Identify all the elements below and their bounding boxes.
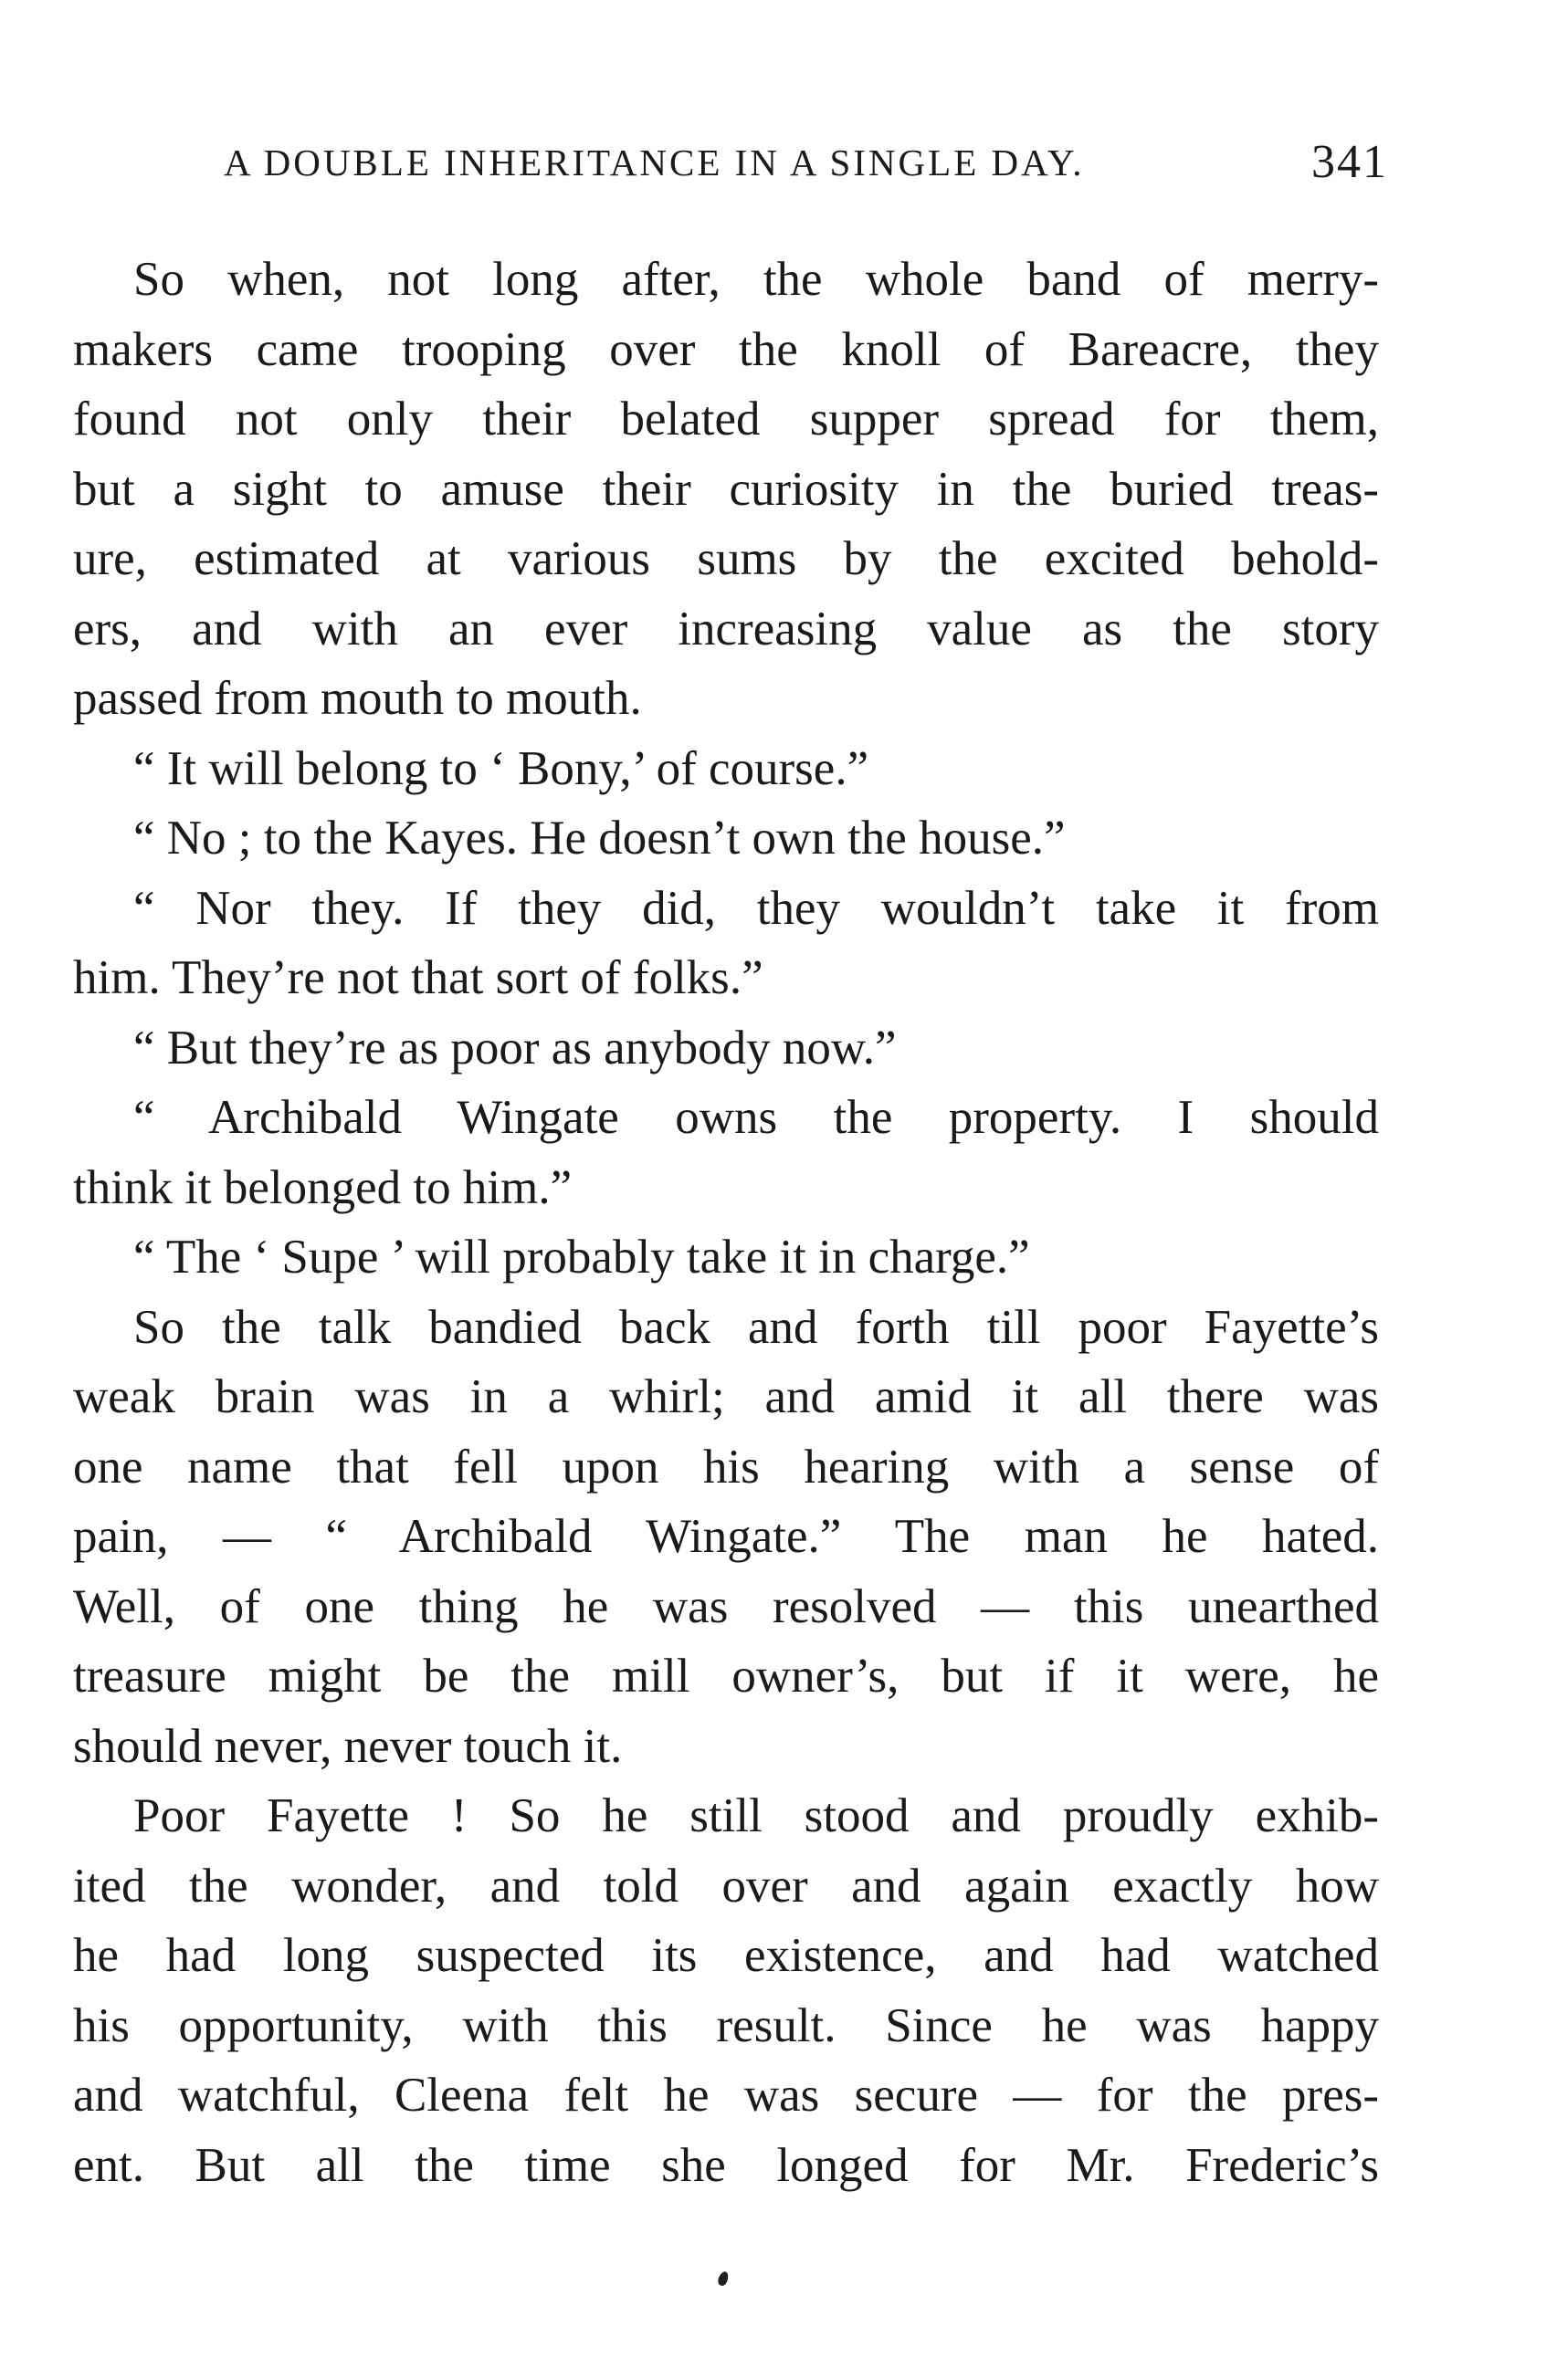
text-line: makers came trooping over the knoll of Bareacre, they [73,322,1379,376]
text-line: So the talk bandied back and forth till poor Fayette’s [133,1300,1379,1354]
text-line: ent. But all the time she longed for Mr. Frederic’s [73,2138,1379,2192]
text-line: So when, not long after, the whole band of merry- [133,253,1379,306]
text-line: weak brain was in a whirl; and amid it all there was [73,1370,1379,1423]
text-line: “ It will belong to ‘ Bony,’ of course.” [133,741,869,795]
text-line: his opportunity, with this result. Since he was happy [73,1998,1379,2052]
text-line: “ The ‘ Supe ’ will probably take it in charge.” [133,1231,1030,1284]
text-line: ers, and with an ever increasing value as the story [73,602,1379,655]
text-line: found not only their belated supper spread for them, [73,393,1379,446]
text-line: ited the wonder, and told over and again exactly how [73,1859,1379,1913]
text-line: pain, — “ Archibald Wingate.” The man he hated. [73,1510,1379,1563]
running-head [224,135,1388,190]
body-text [73,245,1379,2200]
text-line: treasure might be the mill owner’s, but if it were, he [73,1650,1379,1703]
text-line: think it belonged to him.” [73,1160,573,1214]
text-line: should never, never touch it. [73,1719,623,1773]
ink-speck [717,2270,731,2287]
text-line: him. They’re not that sort of folks.” [73,951,763,1004]
text-line: Well, of one thing he was resolved — this unearthed [73,1579,1379,1633]
text-line: “ No ; to the Kayes. He doesn’t own the house.” [133,812,1066,865]
running-title: A DOUBLE INHERITANCE IN A SINGLE DAY. [224,142,1085,183]
text-line: passed from mouth to mouth. [73,672,642,725]
text-line: “ But they’re as poor as anybody now.” [133,1021,897,1075]
text-line: ure, estimated at various sums by the excited behold- [73,532,1379,585]
text-line: but a sight to amuse their curiosity in the buried treas- [73,462,1379,516]
text-line: Poor Fayette ! So he still stood and proudly exhib- [133,1789,1379,1842]
text-line: one name that fell upon his hearing with a sense of [73,1440,1379,1494]
text-line: he had long suspected its existence, and had watched [73,1929,1379,1982]
text-line: “ Archibald Wingate owns the property. I should [133,1091,1379,1144]
text-line: “ Nor they. If they did, they wouldn’t take it from [133,881,1379,935]
page-number: 341 [1311,136,1388,188]
text-line: and watchful, Cleena felt he was secure — for the pres- [73,2069,1379,2122]
